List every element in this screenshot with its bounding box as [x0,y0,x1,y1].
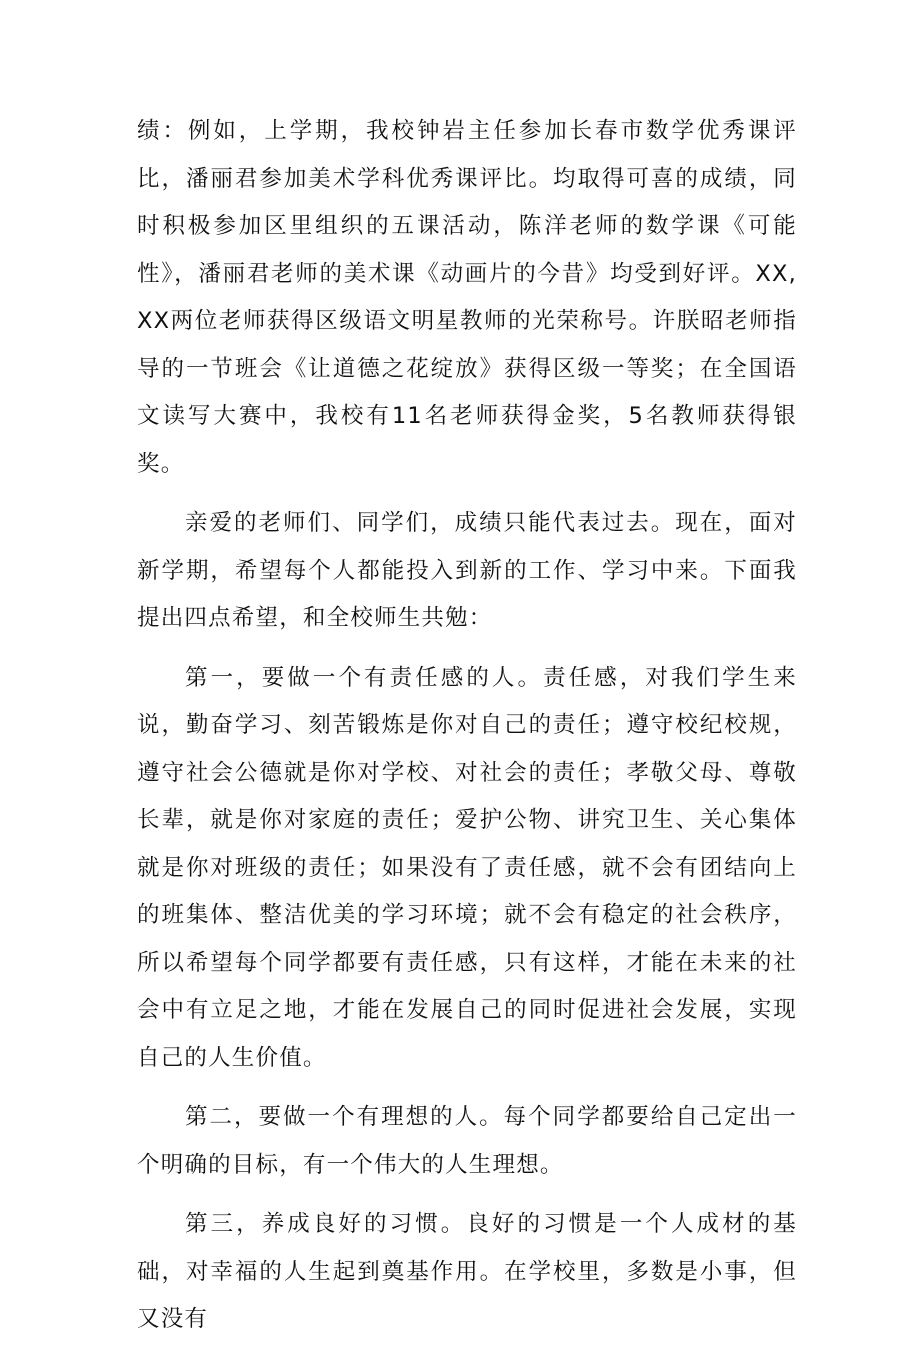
paragraph-point-three: 第三，养成良好的习惯。良好的习惯是一个人成材的基础，对幸福的人生起到奠基作用。在学校里，多数是小事，但又没有 [137,1211,797,1332]
paragraph-continuation: 绩：例如，上学期，我校钟岩主任参加长春市数学优秀课评比，潘丽君参加美术学科优秀课评比。均取得可喜的成绩，同时积极参加区里组织的五课活动，陈洋老师的数学课《可能性》，潘丽君老师的美术课《动画片的今昔》均受到好评。XX,XX两位老师获得区级语文明星教师的光荣称号。许朕昭老师指导的一节班会《让道德之花绽放》获得区级一等奖；在全国语文读写大赛中，我校有11名老师获得金奖，5名教师获得银奖。 [137,118,797,477]
paragraph-point-one: 第一，要做一个有责任感的人。责任感，对我们学生来说，勤奋学习、刻苦锻炼是你对自己的责任；遵守校纪校规，遵守社会公德就是你对学校、对社会的责任；孝敬父母、尊敬长辈，就是你对家庭的责任；爱护公物、讲究卫生、关心集体就是你对班级的责任；如果没有了责任感，就不会有团结向上的班集体、整洁优美的学习环境；就不会有稳定的社会秩序，所以希望每个同学都要有责任感，只有这样，才能在未来的社会中有立足之地，才能在发展自己的同时促进社会发展，实现自己的人生价值。 [137,664,797,1071]
paragraph-point-two: 第二，要做一个有理想的人。每个同学都要给自己定出一个明确的目标，有一个伟大的人生理想。 [137,1104,797,1178]
paragraph-appeal: 亲爱的老师们、同学们，成绩只能代表过去。现在，面对新学期，希望每个人都能投入到新的工作、学习中来。下面我提出四点希望，和全校师生共勉： [137,510,797,631]
document-body [137,108,797,1356]
